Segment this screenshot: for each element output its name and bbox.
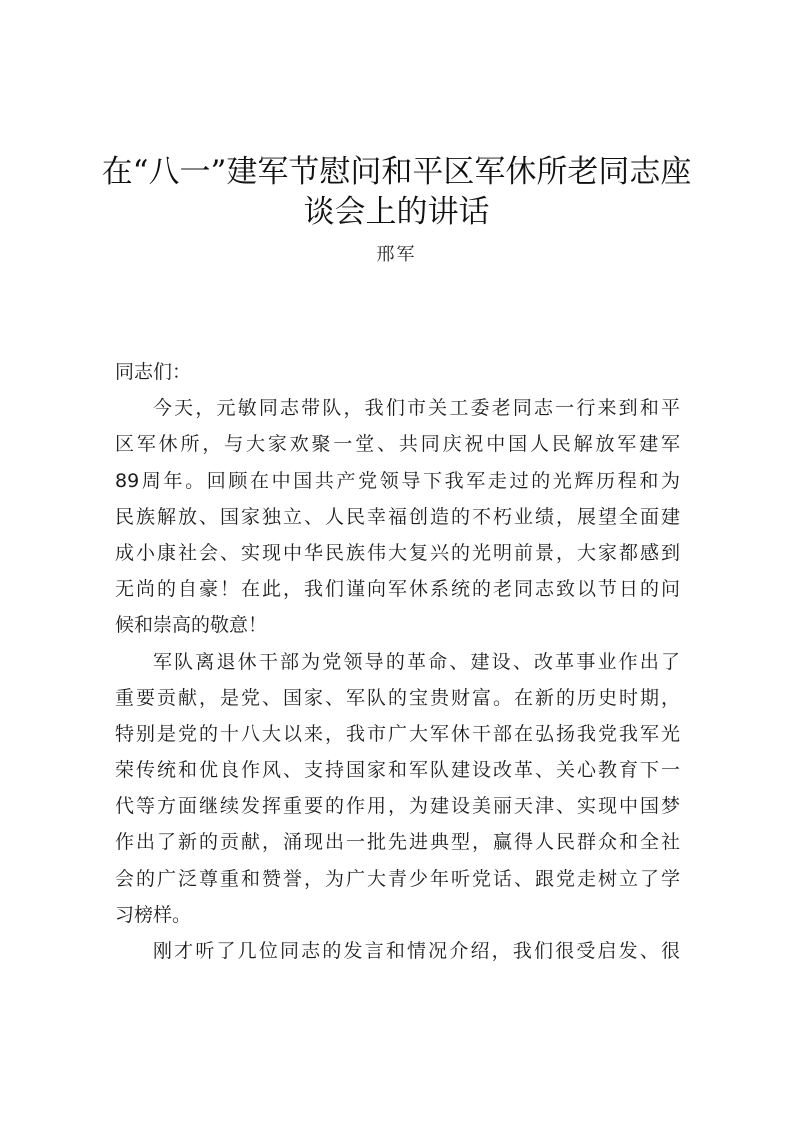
document-author: 邢军	[376, 244, 417, 265]
paragraph-2	[115, 644, 680, 934]
document-title-line-1: 在“八一”建军节慰问和平区军休所老同志座	[101, 154, 692, 190]
paragraph-line: 民族解放、国家独立、人民幸福创造的不朽业绩，展望全面建	[115, 505, 680, 528]
paragraph-line: 会的广泛尊重和赞誉，为广大青少年听党话、跟党走树立了学	[115, 867, 680, 890]
paragraph-line: 荣传统和优良作风、支持国家和军队建设改革、关心教育下一	[115, 759, 680, 782]
paragraph-line: 成小康社会、实现中华民族伟大复兴的光明前景，大家都感到	[115, 541, 680, 564]
paragraph-line: 代等方面继续发挥重要的作用，为建设美丽天津、实现中国梦	[115, 795, 680, 818]
paragraph-1	[115, 390, 680, 643]
paragraph-line: 区军休所，与大家欢聚一堂、共同庆祝中国人民解放军建军	[115, 433, 680, 456]
paragraph-line: 刚才听了几位同志的发言和情况介绍，我们很受启发、很	[153, 940, 680, 962]
paragraph-line: 候和崇高的敬意！	[115, 614, 268, 637]
paragraph-line: 89周年。回顾在中国共产党领导下我军走过的光辉历程和为	[115, 469, 680, 492]
paragraph-line: 今天，元敏同志带队，我们市关工委老同志一行来到和平	[153, 397, 680, 420]
paragraph-line: 军队离退休干部为党领导的革命、建设、改革事业作出了	[153, 650, 680, 673]
document-body	[115, 354, 680, 969]
paragraph-line: 无尚的自豪！在此，我们谨向军休系统的老同志致以节日的问	[115, 578, 680, 601]
paragraph-line: 特别是党的十八大以来，我市广大军休干部在弘扬我党我军光	[115, 722, 680, 745]
paragraph-line: 作出了新的贡献，涌现出一批先进典型，赢得人民群众和全社	[115, 831, 680, 854]
paragraph-line: 重要贡献，是党、国家、军队的宝贵财富。在新的历史时期，	[115, 686, 680, 709]
paragraph-3	[115, 933, 680, 969]
salutation: 同志们：	[115, 361, 192, 383]
document-title-line-2: 谈会上的讲话	[303, 194, 490, 230]
paragraph-line: 习榜样。	[115, 903, 192, 926]
